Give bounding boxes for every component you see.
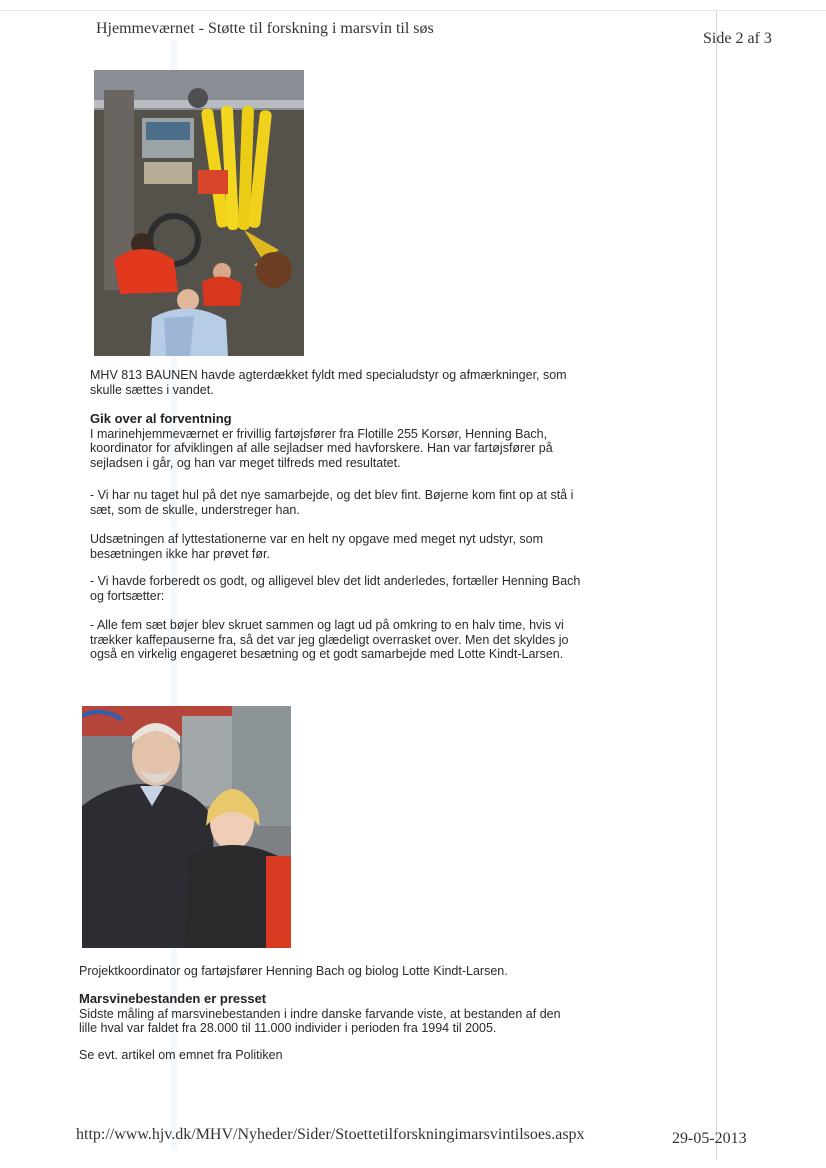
page-fold-line bbox=[716, 10, 717, 1160]
portrait-illustration bbox=[82, 706, 291, 948]
paragraph: - Vi har nu taget hul på det nye samarbejde, og det blev fint. Bøjerne kom fint op at stå i sæt, som de skulle, understreger han. bbox=[90, 488, 574, 517]
boat-deck-photo bbox=[94, 70, 304, 356]
paragraph: - Alle fem sæt bøjer blev skruet sammen og lagt ud på omkring to en halv time, hvis vi trækker kaffepauserne fra, så det var jeg glædeligt overrasket over. Men det skyldes jo også en virkelig engageret besætning og et godt samarbejde med Lotte Kindt-Larsen. bbox=[90, 618, 569, 661]
article-section-1 bbox=[90, 412, 590, 470]
boat-deck-illustration bbox=[94, 70, 304, 356]
page-number: Side 2 af 3 bbox=[703, 30, 772, 47]
paragraph: Sidste måling af marsvinebestanden i indre danske farvande viste, at bestanden af den lille hval var faldet fra 28.000 til 11.000 individer i perioden fra 1994 til 2005. bbox=[79, 1006, 561, 1035]
paragraph: - Vi havde forberedt os godt, og alligevel blev det lidt anderledes, fortæller Henning Bach og fortsætter: bbox=[90, 574, 581, 603]
article-section-2 bbox=[79, 992, 579, 1036]
portrait-photo bbox=[82, 706, 291, 948]
print-date: 29-05-2013 bbox=[672, 1130, 747, 1147]
paragraph: Udsætningen af lyttestationerne var en helt ny opgave med meget nyt udstyr, som besætningen ikke har prøvet før. bbox=[90, 532, 544, 561]
page-edge bbox=[0, 10, 826, 11]
section-heading: Gik over al forventning bbox=[90, 411, 232, 426]
page-url: http://www.hjv.dk/MHV/Nyheder/Sider/Stoettetilforskningimarsvintilsoes.aspx bbox=[76, 1126, 585, 1143]
photo-caption: MHV 813 BAUNEN havde agterdækket fyldt med specialudstyr og afmærkninger, som skulle sættes i vandet. bbox=[90, 368, 567, 397]
photo-caption: Projektkoordinator og fartøjsfører Henning Bach og biolog Lotte Kindt-Larsen. bbox=[79, 964, 508, 978]
document-title: Hjemmeværnet - Støtte til forskning i marsvin til søs bbox=[96, 20, 434, 37]
section-heading: Marsvinebestanden er presset bbox=[79, 991, 267, 1006]
paragraph: I marinehjemmeværnet er frivillig fartøjsfører fra Flotille 255 Korsør, Henning Bach, koordinator for afviklingen af alle sejladser med havforskere. Han var fartøjsfører på sejladsen i går, og han var meget tilfreds med resultatet. bbox=[90, 426, 553, 470]
politiken-article-link[interactable]: Se evt. artikel om emnet fra Politiken bbox=[79, 1048, 283, 1062]
